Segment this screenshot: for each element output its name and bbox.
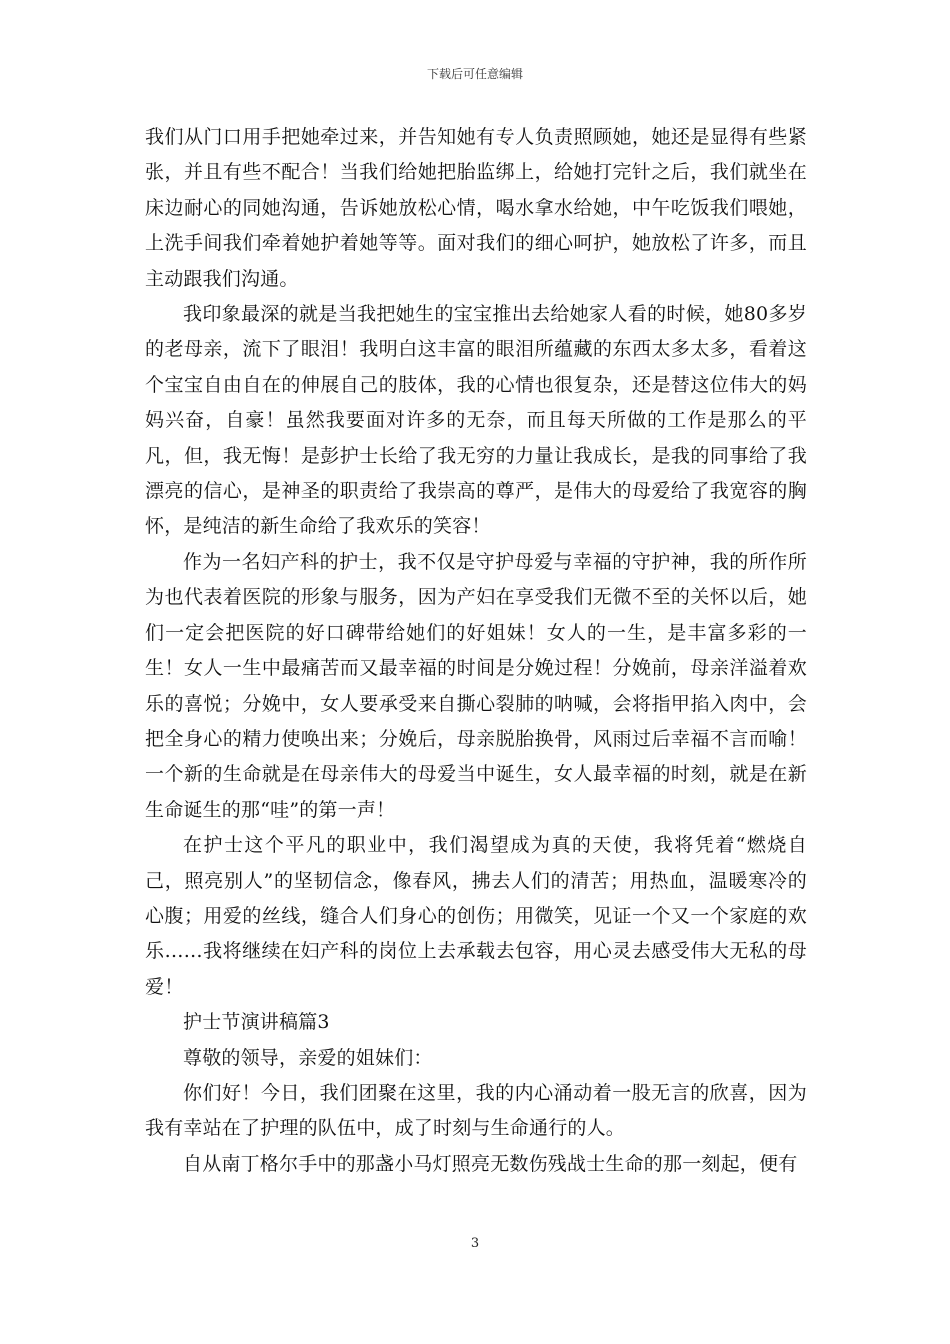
salutation: 尊敬的领导，亲爱的姐妹们： bbox=[183, 1046, 433, 1069]
paragraph-1: 我们从门口用手把她牵过来，并告知她有专人负责照顾她，她还是显得有些紧张，并且有些不配合！当我们给她把胎监绑上，给她打完针之后，我们就坐在床边耐心的同她沟通，告诉她放松心情，喝水拿水给她，中午吃饭我们喂她，上洗手间我们牵着她护着她等等。面对我们的细心呵护，她放松了许多，而且主动跟我们沟通。 bbox=[145, 126, 807, 290]
paragraph-4: 在护士这个平凡的职业中，我们渴望成为真的天使，我将凭着“燃烧自己，照亮别人”的坚韧信念，像春风，拂去人们的清苦；用热血，温暖寒冷的心腹；用爱的丝线，缝合人们身心的创伤；用微笑，见证一个又一个家庭的欢乐……我将继续在妇产科的岗位上去承载去包容，用心灵去感受伟大无私的母爱！ bbox=[145, 834, 807, 998]
document-body bbox=[145, 120, 807, 1182]
page-header: 下载后可任意编辑 bbox=[426, 67, 523, 81]
paragraph-2: 我印象最深的就是当我把她生的宝宝推出去给她家人看的时候，她80多岁的老母亲，流下了眼泪！我明白这丰富的眼泪所蕴藏的东西太多太多，看着这个宝宝自由自在的伸展自己的肢体，我的心情也很复杂，还是替这位伟大的妈妈兴奋，自豪！虽然我要面对许多的无奈，而且每天所做的工作是那么的平凡，但，我无悔！是彭护士长给了我无穷的力量让我成长，是我的同事给了我漂亮的信心，是神圣的职责给了我崇高的尊严，是伟大的母爱给了我宽容的胸怀，是纯洁的新生命给了我欢乐的笑容！ bbox=[145, 303, 807, 538]
page-number: 3 bbox=[470, 1236, 480, 1251]
paragraph-5: 你们好！今日，我们团聚在这里，我的内心涌动着一股无言的欣喜，因为我有幸站在了护理的队伍中，成了时刻与生命通行的人。 bbox=[145, 1081, 807, 1140]
paragraph-3: 作为一名妇产科的护士，我不仅是守护母爱与幸福的守护神，我的所作所为也代表着医院的形象与服务，因为产妇在享受我们无微不至的关怀以后，她们一定会把医院的好口碑带给她们的好姐妹！女人的一生，是丰富多彩的一生！女人一生中最痛苦而又最幸福的时间是分娩过程！分娩前，母亲洋溢着欢乐的喜悦；分娩中，女人要承受来自撕心裂肺的呐喊，会将指甲掐入肉中，会把全身心的精力使唤出来；分娩后，母亲脱胎换骨，风雨过后幸福不言而喻！一个新的生命就是在母亲伟大的母爱当中诞生，女人最幸福的时刻，就是在新生命诞生的那“哇”的第一声！ bbox=[145, 550, 807, 821]
section-heading: 护士节演讲稿篇3 bbox=[183, 1011, 330, 1034]
paragraph-6: 自从南丁格尔手中的那盏小马灯照亮无数伤残战士生命的那一刻起，便有 bbox=[183, 1152, 798, 1175]
